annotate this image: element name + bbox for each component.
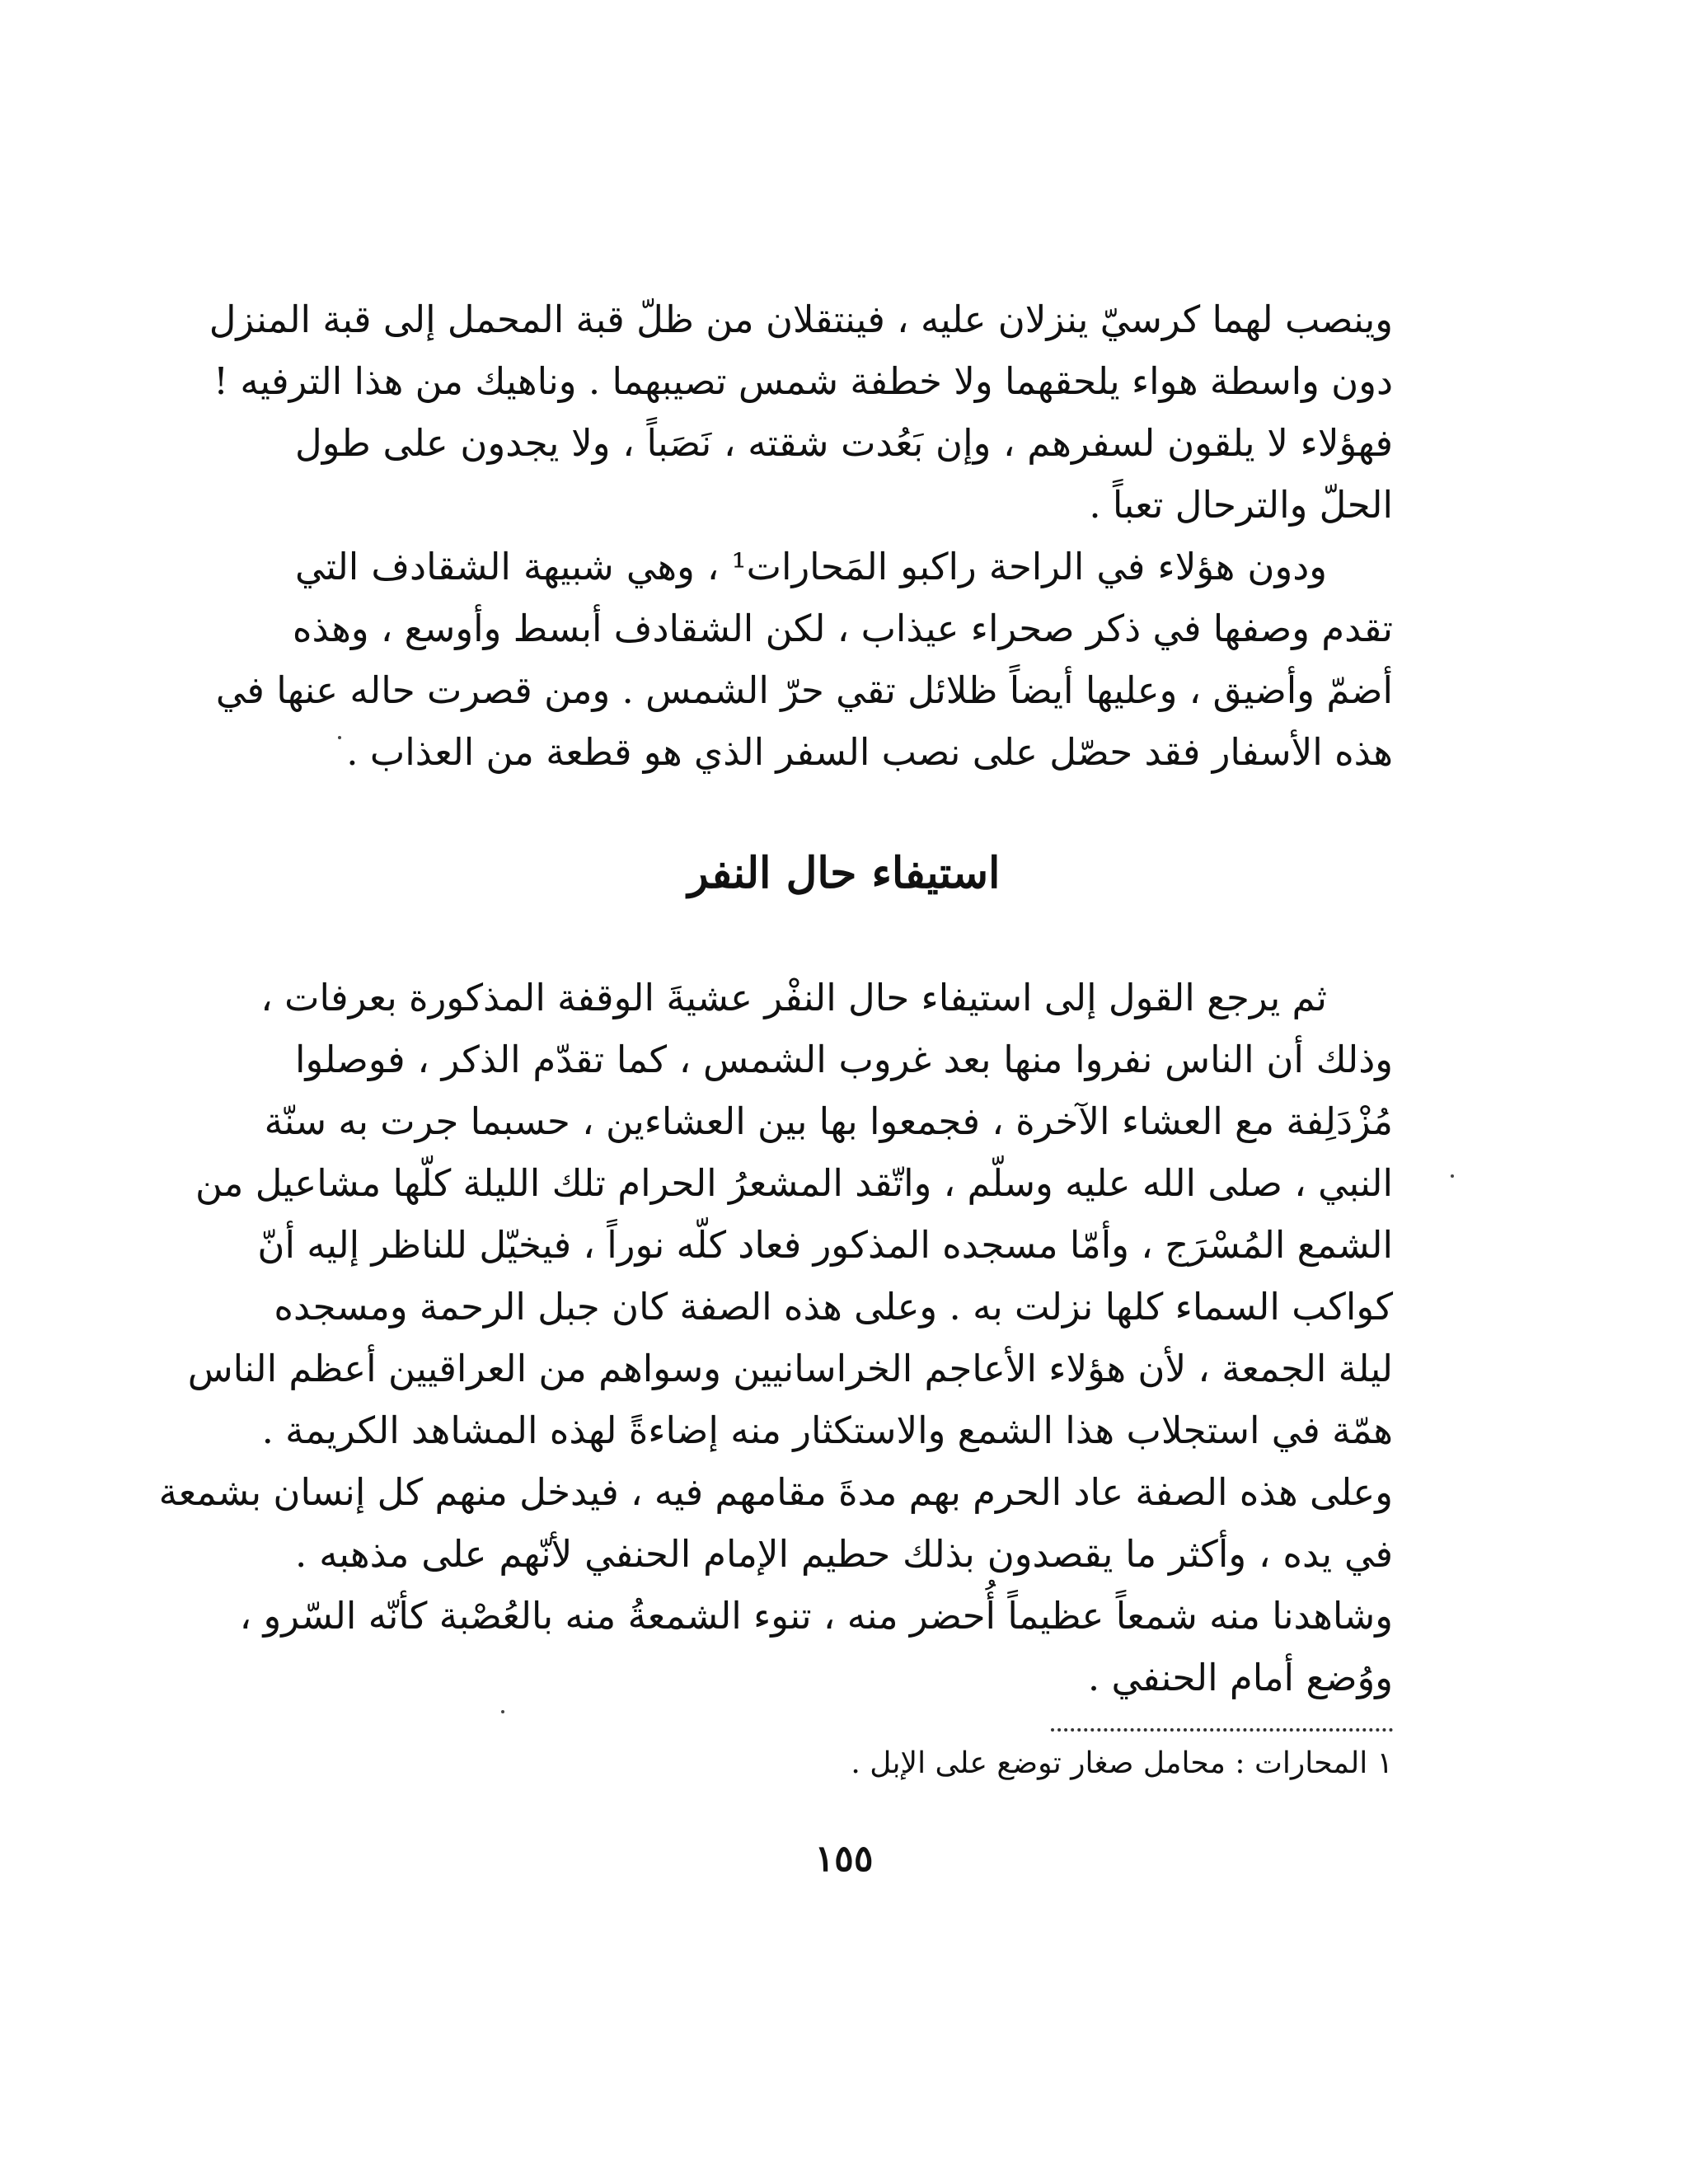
text-line: ثم يرجع القول إلى استيفاء حال النفْر عشيةَ الوقفة المذكورة بعرفات ، [260,976,1327,1019]
text-line: مُزْدَلِفة مع العشاء الآخرة ، فجمعوا بها بين العشاءين ، حسبما جرت به سنّة [264,1099,1393,1143]
text-line: النبي ، صلى الله عليه وسلّم ، واتّقد المشعرُ الحرام تلك الليلة كلّها مشاعيل من [195,1161,1393,1205]
paragraph-1 [209,288,1393,536]
paragraph-2 [215,536,1393,783]
scan-speck [1451,1174,1454,1178]
text-line: أضمّ وأضيق ، وعليها أيضاً ظلائل تقي حرّ الشمس . ومن قصرت حاله عنها في [215,668,1393,712]
text-line: كواكب السماء كلها نزلت به . وعلى هذه الصفة كان جبل الرحمة ومسجده [274,1285,1393,1329]
footnote: ١ المحارات : محامل صغار توضع على الإبل . [851,1746,1393,1780]
paragraph-3 [158,967,1393,1708]
text-line: دون واسطة هواء يلحقهما ولا خطفة شمس تصيبهما . وناهيك من هذا الترفيه ! [213,359,1393,403]
scan-speck [501,1710,504,1713]
text-line: وذلك أن الناس نفروا منها بعد غروب الشمس ، كما تقدّم الذكر ، فوصلوا [295,1038,1393,1081]
text-line: الحلّ والترحال تعباً . [1089,483,1393,527]
text-line: وعلى هذه الصفة عاد الحرم بهم مدةَ مقامهم فيه ، فيدخل منهم كل إنسان بشمعة [158,1470,1393,1514]
text-line: همّة في استجلاب هذا الشمع والاستكثار منه إضاءةً لهذه المشاهد الكريمة . [261,1408,1393,1452]
footnote-divider [1051,1728,1393,1732]
text-line: ودون هؤلاء في الراحة راكبو المَحارات¹ ، وهي شبيهة الشقادف التي [295,545,1327,588]
text-line: ليلة الجمعة ، لأن هؤلاء الأعاجم الخراسانيين وسواهم من العراقيين أعظم الناس [187,1347,1393,1390]
text-line: ووُضع أمام الحنفي . [1087,1656,1393,1699]
text-line: تقدم وصفها في ذكر صحراء عيذاب ، لكن الشقادف أبسط وأوسع ، وهذه [292,607,1393,650]
section-heading: استيفاء حال النفر [687,848,1001,898]
text-line: هذه الأسفار فقد حصّل على نصب السفر الذي هو قطعة من العذاب . [346,730,1393,774]
scan-speck [338,736,341,739]
text-line: فهؤلاء لا يلقون لسفرهم ، وإن بَعُدت شقته ، نَصَباً ، ولا يجدون على طول [295,421,1393,465]
text-line: في يده ، وأكثر ما يقصدون بذلك حطيم الإمام الحنفي لأنّهم على مذهبه . [295,1532,1393,1576]
text-line: الشمع المُسْرَج ، وأمّا مسجده المذكور فعاد كلّه نوراً ، فيخيّل للناظر إليه أنّ [257,1223,1393,1267]
text-line: وينصب لهما كرسيّ ينزلان عليه ، فينتقلان من ظلّ قبة المحمل إلى قبة المنزل [209,298,1393,341]
page-number: ١٥٥ [814,1838,874,1880]
text-line: وشاهدنا منه شمعاً عظيماً أُحضر منه ، تنوء الشمعةُ منه بالعُصْبة كأنّه السّرو ، [239,1594,1393,1638]
